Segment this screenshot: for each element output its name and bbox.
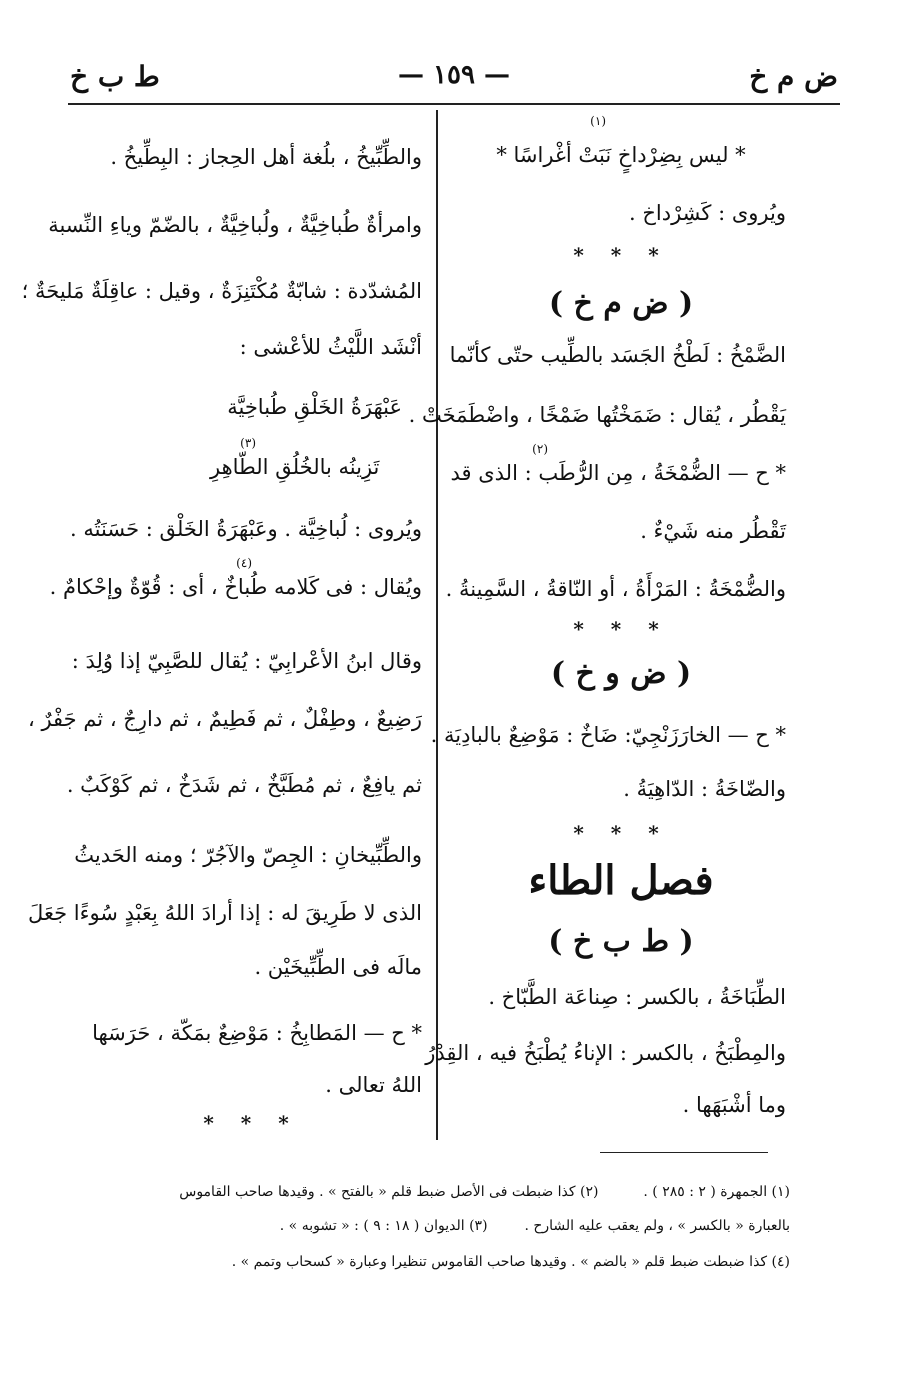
text-line: مالَه فى الطِّبِّيخَيْن . [254,955,422,979]
footnotes-row-2 [80,1216,790,1236]
text-line: رَضِيعٌ ، وطِفْلٌ ، ثم فَطِيمٌ ، ثم دارِجٌ ، ثم جَفْرٌ ، [28,707,422,731]
footnote-4: (٤) كذا ضبطت ضبط قلم « بالضم » . وقيدها صاحب القاموس تنظيرا وعبارة « كسحاب وتمم » . [231,1254,790,1270]
column-divider [436,110,438,1140]
verse-line: عَبْهَرَةُ الخَلْقِ طُباخِيَّة [227,395,402,419]
footnote-3: (٣) الديوان ( ١٨ : ٩ ) : « تشوبه » . [279,1218,488,1234]
note-marker: (١) [590,114,606,128]
text-line: ويُروى : لُباخِيَّة . وعَبْهَرَةُ الخَلْق : حَسَنَتُه . [70,517,422,541]
text-line: * ح — المَطابِخُ : مَوْضِعٌ بمَكّة ، حَرَسَها [92,1021,422,1045]
header-rule [68,103,840,105]
text-line: المُشدّدة : شابّةٌ مُكْتَنِزَةٌ ، وقيل : عاقِلَةٌ مَليحَةٌ ؛ [21,279,422,303]
text-line: ويُروى : كَشِرْداخ . [629,201,786,225]
chapter-heading: فصل الطاء [528,857,714,904]
root-heading: ( ط ب خ ) [548,924,694,959]
text-line: الطِّبَاخَةُ ، بالكسر : صِناعَة الطَّبّاخ . [488,985,786,1009]
text-line: وامرأةٌ طُباخِيَّةٌ ، ولُباخِيَّةٌ ، بالضّمّ وياءِ النِّسبة [48,213,422,237]
footnotes-row-1 [80,1182,790,1202]
footnote-2-cont: بالعبارة « بالكسر » ، ولم يعقب عليه الشارح . [524,1218,790,1234]
text-line: والمِطْبَخُ ، بالكسر : الإناءُ يُطْبَخُ فيه ، القِدْرُ [425,1041,786,1065]
text-line: ثم يافِعٌ ، ثم مُطَبَّخٌ ، ثم شَدَخٌ ، ثم كَوْكَبٌ . [66,773,422,797]
text-line: ويُقال : فى كَلامه طُباخٌ ، أى : قُوّةٌ وإحْكامٌ . [49,575,422,599]
text-line: * ح — الضُّمْخَةُ ، مِن الرُّطَب : الذى قد [450,461,786,485]
text-line: والطِّبِّيخانِ : الجِصّ والآجُرّ ؛ ومنه الحَديثُ [74,843,422,867]
footnote-2: (٢) كذا ضبطت فى الأصل ضبط قلم « بالفتح » . وقيدها صاحب القاموس [179,1184,599,1200]
root-heading: ( ض م خ ) [548,286,694,321]
page-number: — ١٥٩ — [397,60,511,90]
text-line: والضُّمْخَةُ : المَرْأَةُ ، أو النّاقةُ ، السَّمِينةُ . [445,577,786,601]
text-line: اللهُ تعالى . [325,1073,422,1097]
text-line: أنْشَد اللَّيْثُ للأعْشى : [239,335,422,359]
text-line: تَقْطُر منه شَيْءٌ . [640,519,786,543]
verse-line: * ليس بِضِرْداخٍ نَبَتْ أغْراسًا * [496,143,746,167]
header-right-root: ض م خ [749,60,838,93]
text-line: الضَّمْخُ : لَطْخُ الجَسَد بالطِّيب حتّى كأنّما [449,343,786,367]
section-stars: * * * [573,821,669,845]
note-marker: (٣) [240,436,256,450]
text-line: وقال ابنُ الأعْرابِيّ : يُقال للصَّبِيّ إذا وُلِدَ : [71,649,422,673]
text-line: الذى لا طَرِيقَ له : إذا أرادَ اللهُ بِعَبْدٍ سُوءًا جَعَلَ [28,901,422,925]
header-left-root: ط ب خ [70,60,160,93]
section-stars: * * * [203,1111,299,1135]
verse-line: تَزِينُه بالخُلُقِ الطّاهِرِ [210,455,380,479]
section-stars: * * * [573,617,669,641]
note-marker: (٤) [236,556,252,570]
note-marker: (٢) [532,442,548,456]
footnote-1: (١) الجمهرة ( ٢ : ٢٨٥ ) . [643,1184,790,1200]
text-line: يَقْطُر ، يُقال : ضَمَخْتُها ضَمْخًا ، واضْطَمَخَتْ . [408,403,786,427]
text-line: والطِّبِّيخُ ، بلُغة أهل الحِجاز : البِطِّيخُ . [110,145,422,169]
root-heading: ( ض و خ ) [550,656,692,691]
page-header [70,58,838,98]
footnote-rule [600,1152,768,1153]
footnotes-row-3 [80,1252,790,1272]
section-stars: * * * [573,243,669,267]
text-line: وما أشْبَهَها . [682,1093,786,1117]
text-line: * ح — الخارَزَنْجِيّ: ضَاخٌ : مَوْضِعٌ بالبادِيَة . [430,723,786,747]
text-line: والضّاخَةُ : الدّاهِيَةُ . [623,777,786,801]
